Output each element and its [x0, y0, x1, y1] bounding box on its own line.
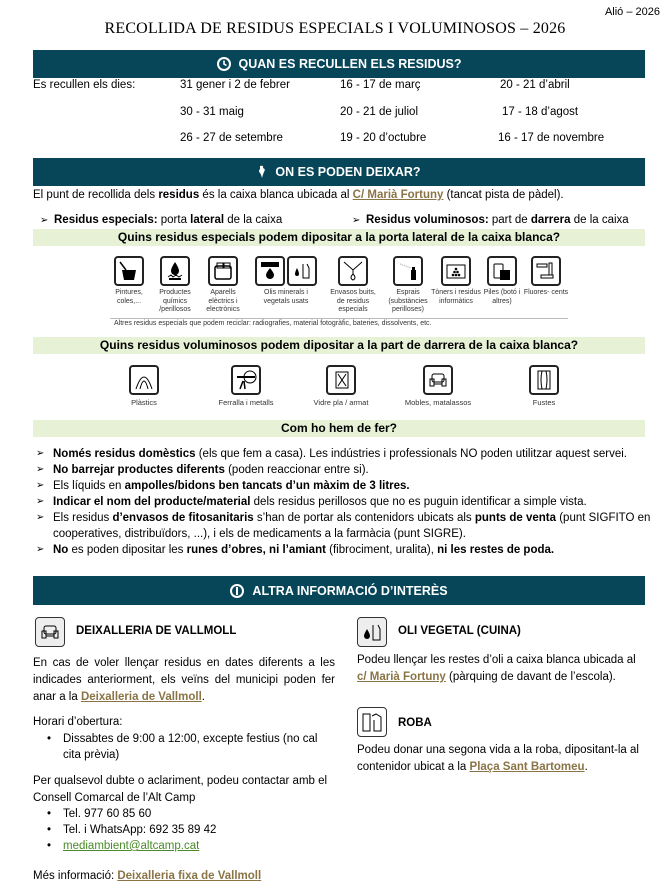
special-item: Olis minerals i vegetals usats	[252, 256, 320, 306]
arrow-bullet-icon: ➢	[36, 448, 45, 459]
plastics-icon	[129, 365, 159, 395]
sofa-icon	[35, 617, 65, 647]
arrow-bullet-icon: ➢	[36, 496, 45, 507]
sofa-icon	[423, 365, 453, 395]
section-other-header	[33, 576, 645, 605]
oil-title: OLI VEGETAL (CUINA)	[398, 625, 521, 637]
clothes-text: Podeu donar una segona vida a la roba, dipositant-la al contenidor ubicat a la Plaça Sant Bartomeu.	[357, 744, 639, 773]
arrow-bullet-icon: ➢	[352, 215, 361, 226]
dates-label: Es recullen els dies:	[33, 79, 136, 91]
mariа-fortuny-link[interactable]: C/ Marià Fortuny	[352, 189, 444, 201]
vegetable-oil-icon	[287, 256, 317, 286]
section-when-title: QUAN ES RECULLEN ELS RESIDUS?	[238, 57, 462, 71]
arrow-bullet-icon: ➢	[36, 480, 45, 491]
more-info-link[interactable]: Deixalleria fixa de Vallmoll	[117, 870, 262, 882]
special-item: Tòners i residus informàtics	[431, 256, 481, 306]
other-special-note: Altres residus especials que podem reciclar: radiografies, material fotogràfic, bateries, dissolvents, etc.	[114, 320, 432, 327]
section-when-header	[33, 50, 645, 78]
oil-location-link[interactable]: c/ Marià Fortuny	[357, 671, 446, 683]
empty-container-icon	[338, 256, 368, 286]
date: 19 - 20 d’octubre	[340, 132, 427, 144]
more-info: Més informació: Deixalleria fixa de Vallmoll	[33, 870, 262, 882]
date: 20 - 21 d’abril	[500, 79, 570, 91]
special-items-heading: Quins residus especials podem dipositar a la porta lateral de la caixa blanca?	[33, 229, 645, 246]
bulky-item: Mobles, matalassos	[393, 365, 483, 408]
arrow-bullet-icon: ➢	[36, 544, 45, 555]
arrow-bullet-icon: ➢	[36, 512, 45, 523]
phone-item: • Tel. 977 60 85 60	[33, 806, 335, 822]
date: 17 - 18 d’agost	[502, 106, 579, 118]
rule-item: ➢ Els líquids en ampolles/bidons ben tancats d’un màxim de 3 litres.	[36, 480, 410, 492]
rule-item: ➢ Indicar el nom del producte/material dels residus perillosos que no es puguin identificar a simple vista.	[36, 496, 587, 508]
deixalleria-text: En cas de voler llençar residus en dates diferents a les indicades anteriorment, els veïns del municipi poden fer anar a la Deixalleria de Vallmoll.	[33, 657, 335, 703]
divider	[110, 318, 568, 319]
bulky-item: Plàstics	[99, 365, 189, 408]
hours-list	[33, 731, 335, 763]
special-door-info: ➢ Residus especials: porta lateral de la caixa	[40, 212, 282, 229]
clock-icon	[217, 57, 231, 71]
electronics-icon	[208, 256, 238, 286]
chemical-drop-icon	[160, 256, 190, 286]
location-pin-icon	[257, 165, 267, 179]
special-item: Piles (botó i altres)	[477, 256, 527, 306]
whatsapp-item: • Tel. i WhatsApp: 692 35 89 42	[33, 822, 335, 838]
flat-glass-icon	[326, 365, 356, 395]
rule-item: ➢ No es poden dipositar les runes d’obres, ni l’amiant (fibrociment, uralita), ni les restes de poda.	[36, 544, 555, 556]
clothes-icon	[357, 707, 387, 737]
page-title: RECOLLIDA DE RESIDUS ESPECIALS I VOLUMINOSOS – 2026	[104, 20, 566, 37]
date: 20 - 21 de juliol	[340, 106, 418, 118]
hours-item: • Dissabtes de 9:00 a 12:00, excepte festius (no cal cita prèvia)	[33, 731, 335, 763]
rule-item: ➢ Només residus domèstics (els que fem a casa). Les indústries i professionals NO poden utilitzar aquest servei.	[36, 448, 627, 460]
special-item: Pintures, coles,...	[104, 256, 154, 306]
info-icon	[230, 584, 244, 598]
special-item: Envasos buits, de residus especials	[328, 256, 378, 315]
oil-text: Podeu llençar les restes d’oli a caixa blanca ubicada al c/ Marià Fortuny (pàrquing de davant de l’escola).	[357, 654, 636, 683]
contact-list	[33, 806, 335, 854]
rule-item: ➢ No barrejar productes diferents (poden reaccionar entre si).	[36, 464, 369, 476]
section-where-header	[33, 158, 645, 186]
rules-list	[36, 446, 656, 558]
email-link[interactable]: mediambient@altcamp.cat	[63, 840, 200, 852]
battery-icon	[487, 256, 517, 286]
spray-icon	[393, 256, 423, 286]
oil-drop-icon	[255, 256, 285, 286]
contact-intro: Per qualsevol dubte o aclariment, podeu contactar amb el Consell Comarcal de l’Alt Camp	[33, 775, 328, 804]
clothes-location-link[interactable]: Plaça Sant Bartomeu	[469, 761, 585, 773]
scrap-metal-icon	[231, 365, 261, 395]
howto-heading: Com ho hem de fer?	[33, 420, 645, 437]
deixalleria-title: DEIXALLERIA DE VALLMOLL	[76, 625, 237, 637]
special-item: Esprais (substàncies perilloses)	[383, 256, 433, 315]
email-item	[33, 838, 335, 854]
bulky-item: Fustes	[499, 365, 589, 408]
bulky-item: Ferralla i metalls	[201, 365, 291, 408]
date: 16 - 17 de novembre	[498, 132, 605, 144]
special-item: Productes químics /perillosos	[150, 256, 200, 315]
bulky-door-info: ➢ Residus voluminosos: part de darrera de la caixa	[352, 212, 629, 229]
clothes-title: ROBA	[398, 717, 432, 729]
date: 31 gener i 2 de febrer	[180, 79, 290, 91]
corner-label: Alió – 2026	[604, 6, 660, 18]
wood-icon	[529, 365, 559, 395]
date: 16 - 17 de març	[340, 79, 421, 91]
arrow-bullet-icon: ➢	[40, 215, 49, 226]
date: 26 - 27 de setembre	[180, 132, 283, 144]
special-item: Aparells elèctrics i electrònics	[198, 256, 248, 315]
vegetable-oil-icon	[357, 617, 387, 647]
bulky-items-heading: Quins residus voluminosos podem dipositar a la part de darrera de la caixa blanca?	[33, 337, 645, 354]
deixalleria-link[interactable]: Deixalleria de Vallmoll	[80, 691, 202, 703]
date: 30 - 31 maig	[180, 106, 244, 118]
section-other-title: ALTRA INFORMACIÓ D’INTERÈS	[252, 583, 448, 598]
paint-bucket-icon	[114, 256, 144, 286]
hours-label: Horari d’obertura:	[33, 716, 123, 728]
where-intro: El punt de recollida dels residus és la caixa blanca ubicada al C/ Marià Fortuny (tancat pista de pàdel).	[33, 189, 564, 201]
arrow-bullet-icon: ➢	[36, 464, 45, 475]
bulky-item: Vidre pla / armat	[296, 365, 386, 408]
fluorescent-tube-icon	[531, 256, 561, 286]
special-item: Fluores- cents	[521, 256, 571, 298]
rule-item: ➢ Els residus d’envasos de fitosanitaris s’han de portar als contenidors ubicats als punts de venta (punt SIGFITO en cooperatives, distribuïdors, ...), i els de medicaments a la farmàcia (punt SIGRE).	[36, 512, 651, 540]
toner-icon	[441, 256, 471, 286]
section-where-title: ON ES PODEN DEIXAR?	[275, 165, 421, 179]
